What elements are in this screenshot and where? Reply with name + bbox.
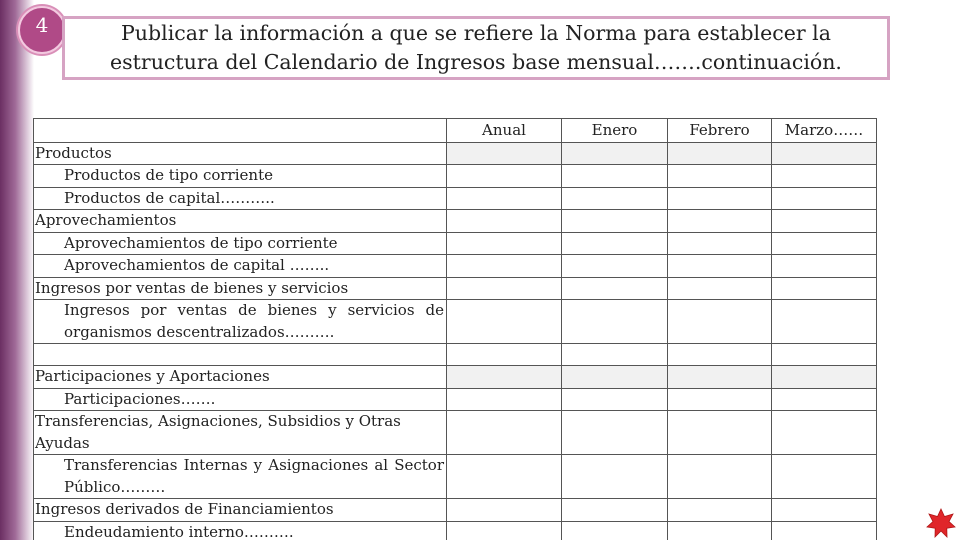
cell-febrero [668, 142, 772, 165]
cell-anual [447, 142, 562, 165]
cell-enero [562, 142, 668, 165]
column-header-marzo: Marzo…… [772, 119, 877, 143]
table-row [34, 232, 877, 255]
table-row [34, 187, 877, 210]
slide-number-badge [18, 6, 66, 54]
cell-anual [447, 187, 562, 210]
column-header-anual: Anual [447, 119, 562, 143]
spacer-cell [34, 344, 447, 366]
cell-enero [562, 499, 668, 522]
cell-anual [447, 455, 562, 499]
cell-enero [562, 300, 668, 344]
cell-febrero [668, 165, 772, 188]
cell-marzo [772, 455, 877, 499]
group-heading: Ingresos por ventas de bienes y servicios [34, 277, 447, 300]
table-row [34, 255, 877, 278]
cell-enero [562, 277, 668, 300]
table-row [34, 499, 877, 522]
cell-enero [562, 388, 668, 411]
cell-enero [562, 455, 668, 499]
cell-anual [447, 344, 562, 366]
group-heading: Ingresos derivados de Financiamientos [34, 499, 447, 522]
cell-marzo [772, 255, 877, 278]
group-heading: Transferencias, Asignaciones, Subsidios y Otras Ayudas [34, 411, 447, 455]
group-heading: Aprovechamientos [34, 210, 447, 233]
cell-marzo [772, 210, 877, 233]
group-item: Endeudamiento interno………. [34, 521, 447, 540]
column-header-febrero: Febrero [668, 119, 772, 143]
cell-marzo [772, 232, 877, 255]
group-heading: Productos [34, 142, 447, 165]
cell-marzo [772, 344, 877, 366]
group-item: Ingresos por ventas de bienes y servicios de organismos descentralizados………. [34, 300, 447, 344]
cell-febrero [668, 277, 772, 300]
table-row [34, 142, 877, 165]
cell-marzo [772, 142, 877, 165]
column-header-enero: Enero [562, 119, 668, 143]
star-icon[interactable] [926, 508, 956, 538]
cell-anual [447, 255, 562, 278]
cell-febrero [668, 210, 772, 233]
slide-title [62, 16, 890, 80]
cell-enero [562, 521, 668, 540]
cell-febrero [668, 499, 772, 522]
cell-enero [562, 210, 668, 233]
cell-marzo [772, 499, 877, 522]
cell-anual [447, 521, 562, 540]
cell-marzo [772, 366, 877, 389]
cell-marzo [772, 521, 877, 540]
title-line-2: estructura del Calendario de Ingresos base mensual…….continuación. [110, 50, 842, 74]
cell-marzo [772, 411, 877, 455]
slide-number: 4 [35, 13, 49, 37]
cell-marzo [772, 277, 877, 300]
left-decorative-bar [0, 0, 34, 540]
cell-febrero [668, 455, 772, 499]
cell-febrero [668, 521, 772, 540]
cell-febrero [668, 187, 772, 210]
cell-enero [562, 165, 668, 188]
title-line-1: Publicar la información a que se refiere la Norma para establecer la [121, 21, 831, 45]
cell-febrero [668, 232, 772, 255]
table-row [34, 455, 877, 499]
group-item: Aprovechamientos de capital …….. [34, 255, 447, 278]
cell-enero [562, 255, 668, 278]
cell-febrero [668, 344, 772, 366]
table-header-row [34, 119, 877, 143]
cell-enero [562, 366, 668, 389]
cell-anual [447, 232, 562, 255]
income-calendar-table [33, 118, 877, 540]
group-heading: Participaciones y Aportaciones [34, 366, 447, 389]
cell-enero [562, 232, 668, 255]
cell-febrero [668, 411, 772, 455]
group-item: Aprovechamientos de tipo corriente [34, 232, 447, 255]
group-item: Transferencias Internas y Asignaciones al Sector Público……… [34, 455, 447, 499]
cell-febrero [668, 388, 772, 411]
cell-enero [562, 344, 668, 366]
group-item: Participaciones……. [34, 388, 447, 411]
table-row-spacer [34, 344, 877, 366]
cell-febrero [668, 366, 772, 389]
concept-header [34, 119, 447, 143]
cell-marzo [772, 388, 877, 411]
cell-enero [562, 187, 668, 210]
cell-enero [562, 411, 668, 455]
cell-febrero [668, 300, 772, 344]
table-row [34, 165, 877, 188]
cell-anual [447, 499, 562, 522]
cell-anual [447, 300, 562, 344]
table-row [34, 388, 877, 411]
group-item: Productos de capital……….. [34, 187, 447, 210]
table-row [34, 521, 877, 540]
table-row [34, 411, 877, 455]
cell-anual [447, 165, 562, 188]
cell-febrero [668, 255, 772, 278]
cell-anual [447, 277, 562, 300]
cell-anual [447, 366, 562, 389]
cell-marzo [772, 300, 877, 344]
cell-marzo [772, 165, 877, 188]
group-item: Productos de tipo corriente [34, 165, 447, 188]
cell-anual [447, 388, 562, 411]
table-row [34, 300, 877, 344]
table-row [34, 366, 877, 389]
table-row [34, 277, 877, 300]
cell-marzo [772, 187, 877, 210]
cell-anual [447, 210, 562, 233]
cell-anual [447, 411, 562, 455]
table-row [34, 210, 877, 233]
